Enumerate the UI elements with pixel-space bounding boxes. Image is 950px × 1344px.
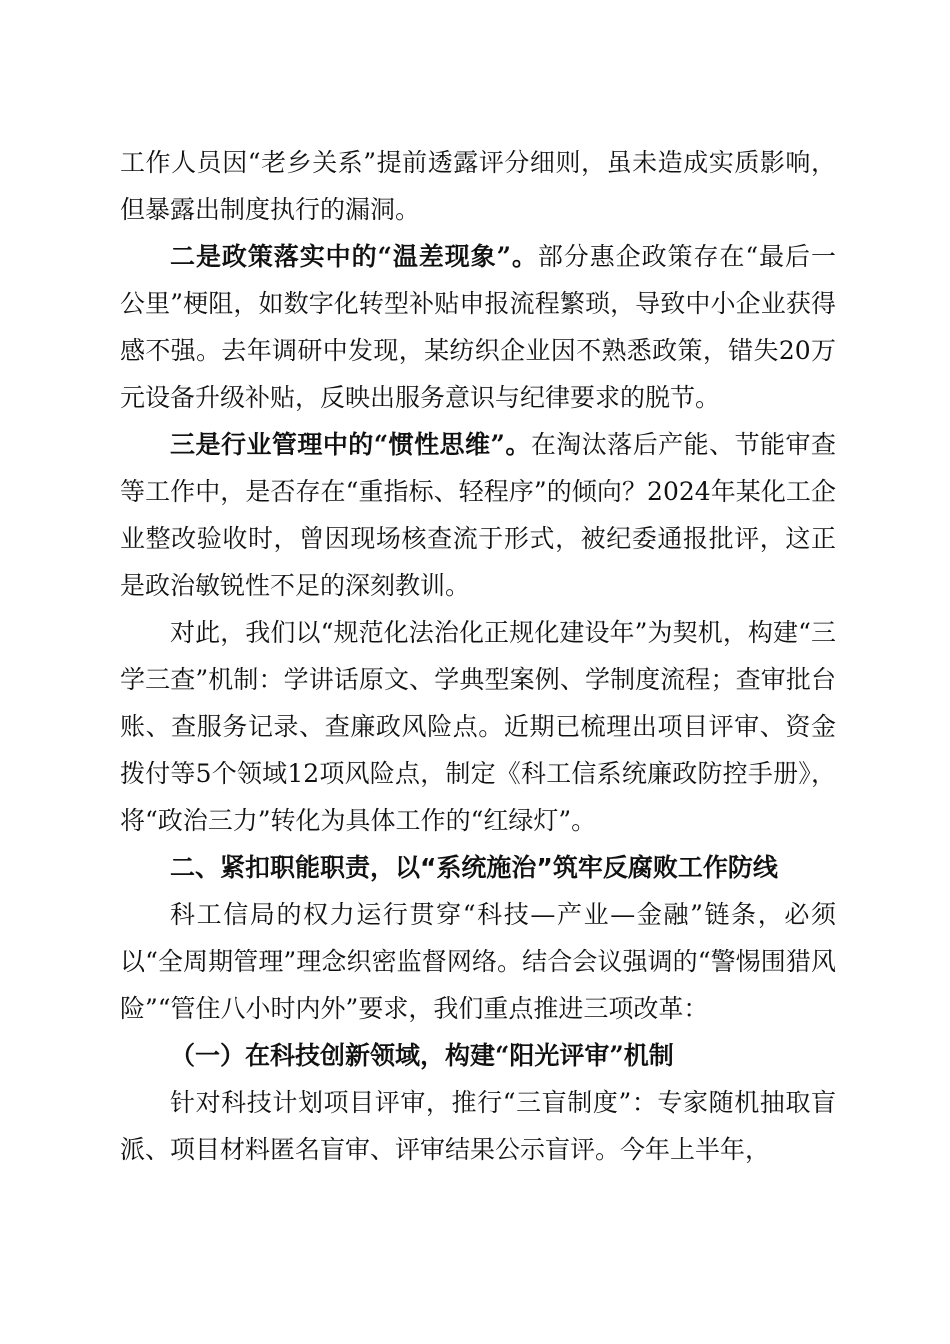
heading-text: （一）在科技创新领域，构建“阳光评审”机制 bbox=[170, 1041, 674, 1070]
paragraph-policy-gap bbox=[120, 233, 836, 421]
paragraph-power-operation bbox=[120, 891, 836, 1032]
paragraph-text: 部分惠企政策存在“最后一公里”梗阻，如数字化转型补贴申报流程繁琐，导致中小企业获得感不强。去年调研中发现，某纺织企业因不熟悉政策，错失20万元设备升级补贴，反映出服务意识与纪律要求的脱节。 bbox=[120, 242, 836, 412]
subsection-heading-1 bbox=[120, 1032, 836, 1079]
paragraph-continuation bbox=[120, 139, 836, 233]
paragraph-text: 针对科技计划项目评审，推行“三盲制度”：专家随机抽取盲派、项目材料匿名盲审、评审结果公示盲评。今年上半年， bbox=[120, 1088, 836, 1164]
paragraph-text: 在淘汰落后产能、节能审查等工作中，是否存在“重指标、轻程序”的倾向？2024年某化工企业整改验收时，曾因现场核查流于形式，被纪委通报批评，这正是政治敏锐性不足的深刻教训。 bbox=[120, 430, 836, 600]
paragraph-text: 工作人员因“老乡关系”提前透露评分细则，虽未造成实质影响，但暴露出制度执行的漏洞。 bbox=[120, 148, 836, 224]
paragraph-inertia-thinking bbox=[120, 421, 836, 609]
paragraph-three-learn-three-check bbox=[120, 609, 836, 844]
section-heading-2 bbox=[120, 844, 836, 891]
paragraph-text: 对此，我们以“规范化法治化正规化建设年”为契机，构建“三学三查”机制：学讲话原文、学典型案例、学制度流程；查审批台账、查服务记录、查廉政风险点。近期已梳理出项目评审、资金拨付等5个领域12项风险点，制定《科工信系统廉政防控手册》，将“政治三力”转化为具体工作的“红绿灯”。 bbox=[120, 618, 836, 835]
heading-text: 二、紧扣职能职责，以“系统施治”筑牢反腐败工作防线 bbox=[170, 853, 778, 882]
paragraph-lead: 三是行业管理中的“惯性思维”。 bbox=[170, 430, 531, 459]
paragraph-three-blind-system bbox=[120, 1079, 836, 1173]
paragraph-text: 科工信局的权力运行贯穿“科技—产业—金融”链条，必须以“全周期管理”理念织密监督网络。结合会议强调的“警惕围猎风险”“管住八小时内外”要求，我们重点推进三项改革： bbox=[120, 900, 836, 1023]
paragraph-lead: 二是政策落实中的“温差现象”。 bbox=[170, 242, 538, 271]
document-body bbox=[120, 139, 836, 1173]
